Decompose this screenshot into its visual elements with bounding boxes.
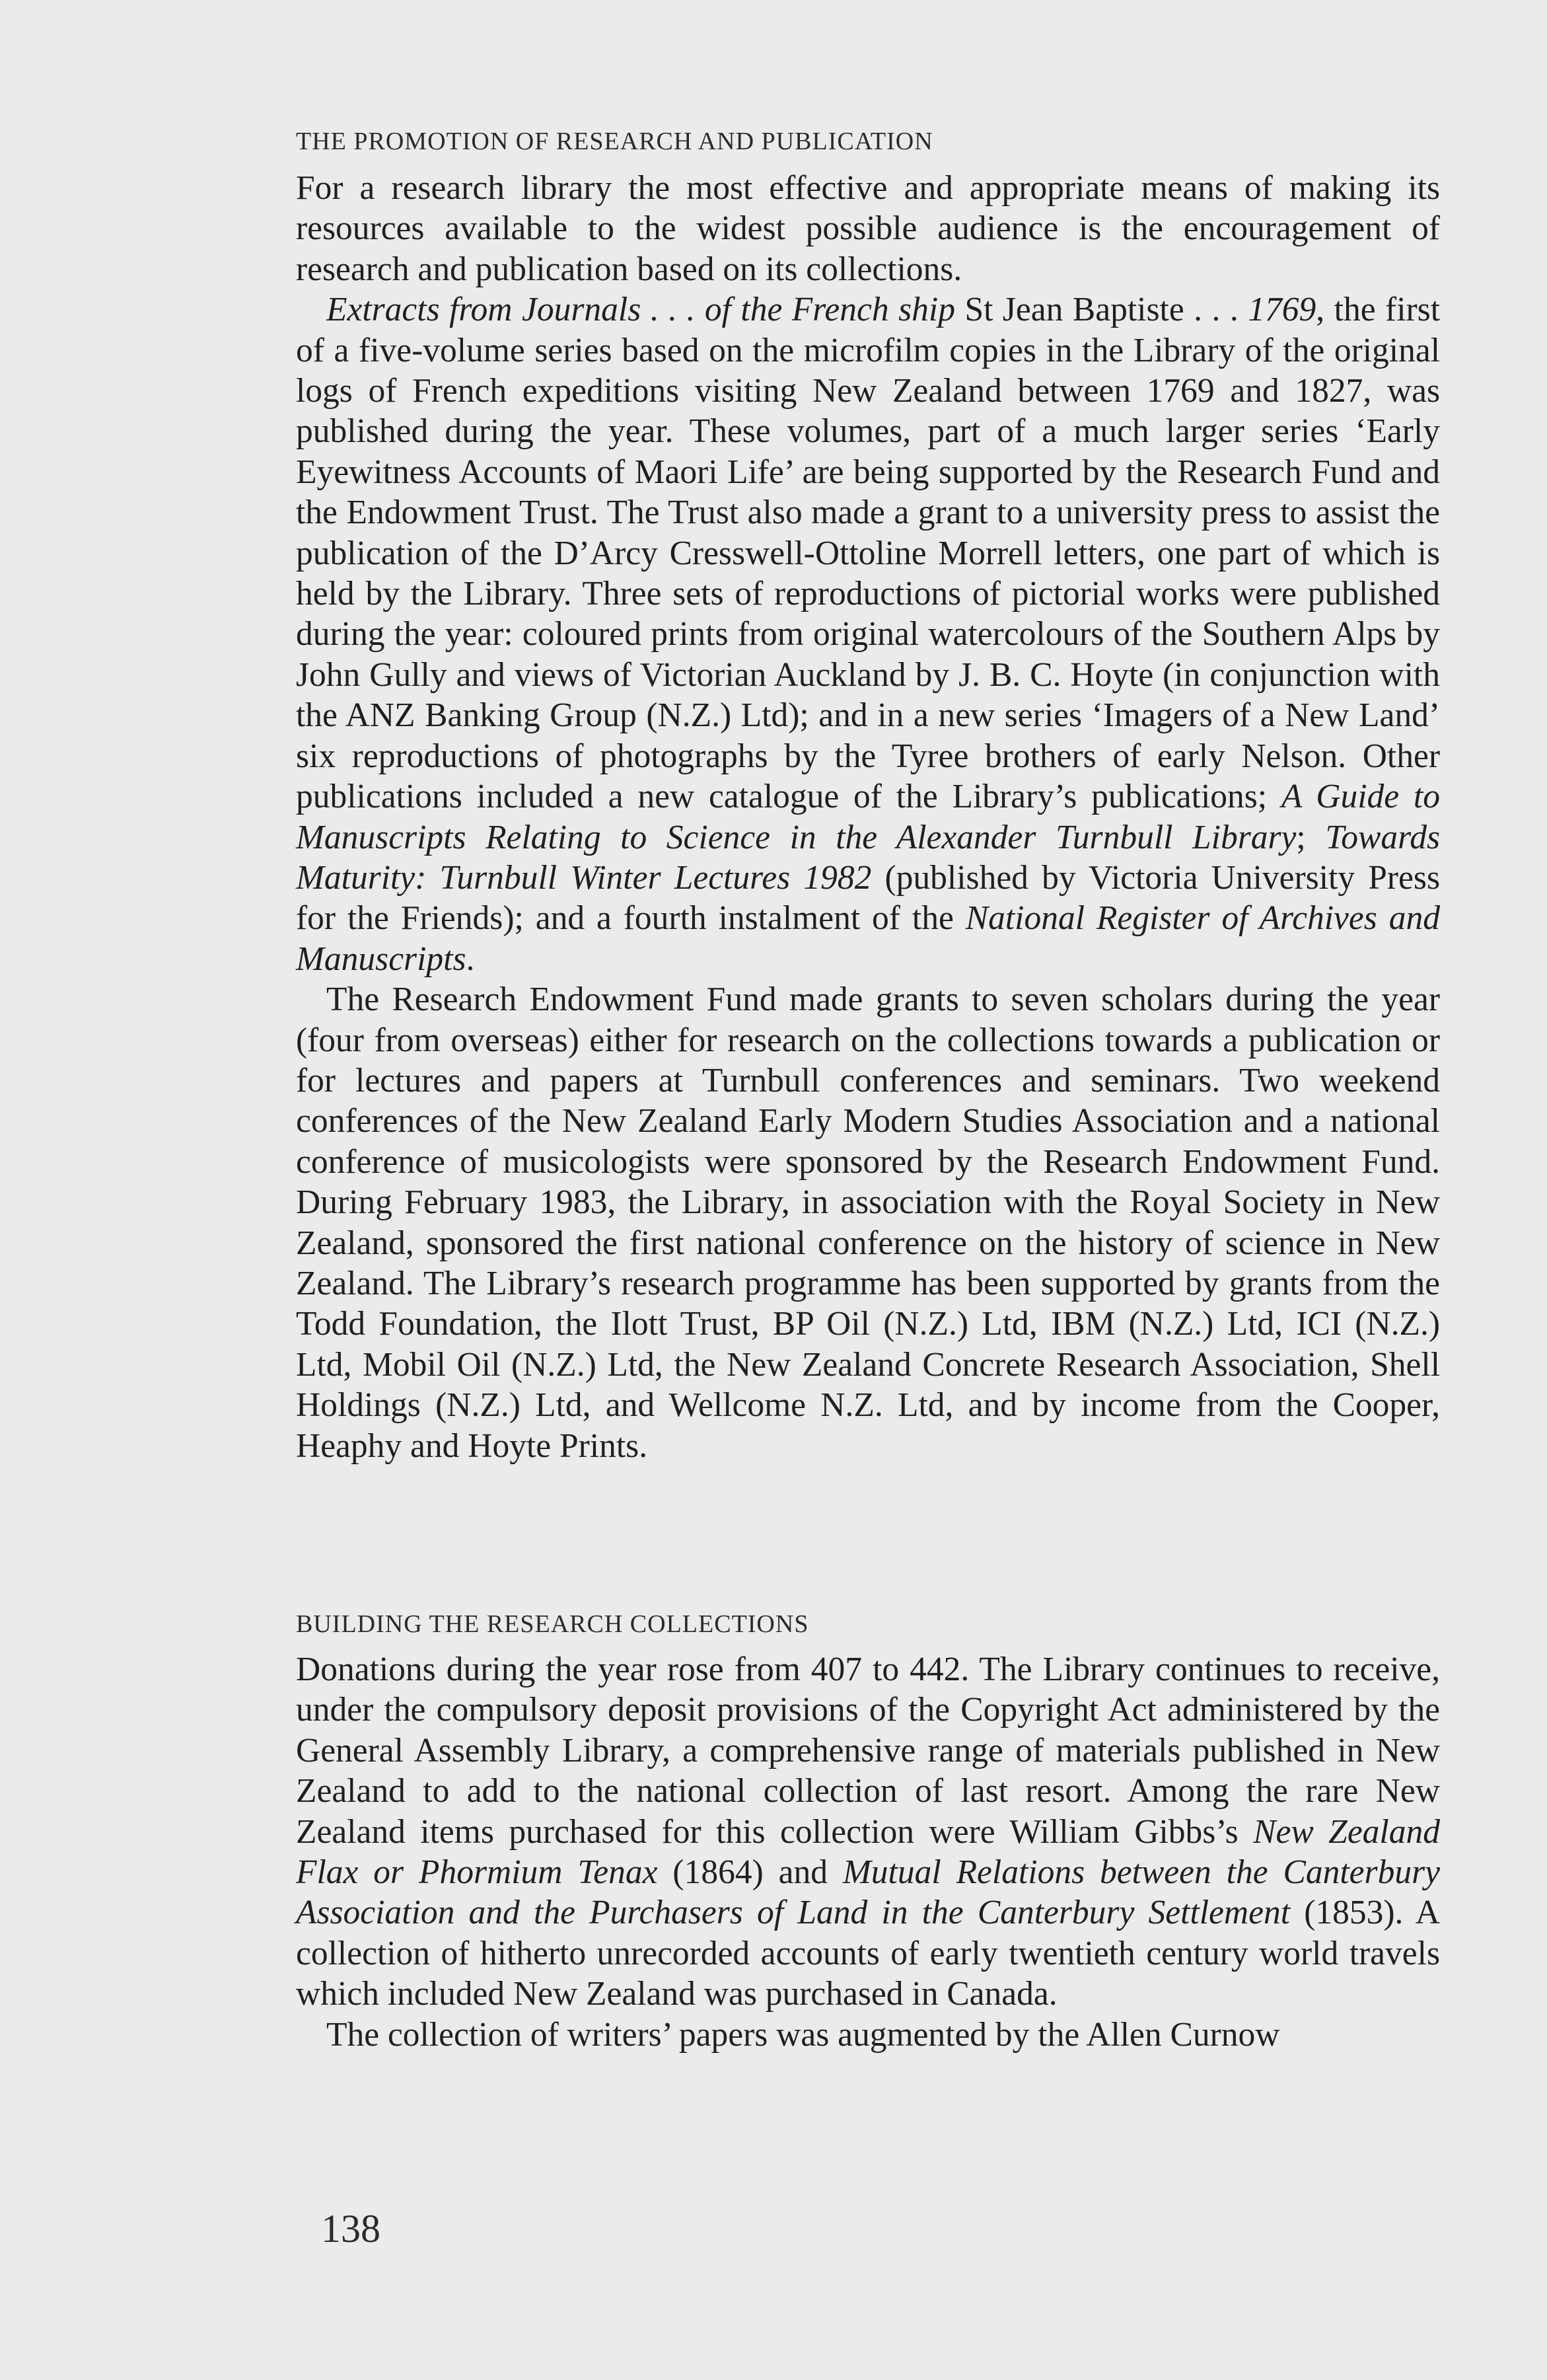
separator-text: ; bbox=[1296, 818, 1326, 856]
donations-text-c: (1853). A collection of hitherto unrecorded accounts of early twentieth century world travels which included New Zealand was purchased in Canada. bbox=[296, 1894, 1440, 2013]
italic-title-extracts: Extracts from Journals . . . of the French ship bbox=[326, 291, 955, 329]
ship-name: St Jean Baptiste . . . bbox=[954, 291, 1248, 329]
paragraph-donations bbox=[296, 1649, 1440, 2015]
donations-text-b: (1864) and bbox=[657, 1853, 843, 1892]
italic-year: 1769 bbox=[1248, 291, 1316, 329]
section-heading-collections: BUILDING THE RESEARCH COLLECTIONS bbox=[296, 1610, 809, 1638]
italic-title-mutual-relations: Mutual Relations between the Canterbury Association and the Purchasers of Land in the Canterbury Settlement bbox=[296, 1853, 1440, 1932]
paragraph-intro: For a research library the most effective and appropriate means of making its resources available to the widest possible audience is the encouragement of research and publication based on its collections. bbox=[296, 169, 1440, 288]
italic-title-guide: A Guide to Manuscripts Relating to Science in the Alexander Turnbull Library bbox=[296, 778, 1440, 856]
italic-title-national-register: National Register of Archives and Manuscripts bbox=[296, 899, 1440, 978]
section-body-collections bbox=[296, 1649, 1440, 2055]
section-body-research bbox=[296, 168, 1440, 1466]
italic-title-flax: New Zealand Flax or Phormium Tenax bbox=[296, 1812, 1440, 1892]
italic-title-towards-maturity: Towards Maturity: Turnbull Winter Lectures 1982 bbox=[296, 818, 1440, 897]
page-number: 138 bbox=[321, 2207, 380, 2250]
paragraph-publications bbox=[296, 289, 1440, 979]
publications-text-b: (published by Victoria University Press for the Friends); and a fourth instalment of the bbox=[296, 858, 1440, 938]
publications-text-end: . bbox=[466, 940, 475, 978]
donations-text-a: Donations during the year rose from 407 to 442. The Library continues to receive, under the compulsory deposit provisions of the Copyright Act administered by the General Assembly Library, a comprehensive range of materials published in New Zealand to add to the national collection of last resort. Among the rare New Zealand items purchased for this collection were William Gibbs’s bbox=[296, 1651, 1440, 1851]
section-heading-research: THE PROMOTION OF RESEARCH AND PUBLICATION bbox=[296, 128, 933, 155]
publications-text-a: , the first of a five-volume series based on the microfilm copies in the Library of the original logs of French expeditions visiting New Zealand between 1769 and 1827, was published during the year. These volumes, part of a much larger series ‘Early Eyewitness Accounts of Maori Life’ are being supported by the Research Fund and the Endowment Trust. The Trust also made a grant to a university press to assist the publication of the D’Arcy Cresswell-Ottoline Morrell letters, one part of which is held by the Library. Three sets of reproductions of pictorial works were published during the year: coloured prints from original watercolours of the Southern Alps by John Gully and views of Victorian Auckland by J. B. C. Hoyte (in conjunction with the ANZ Banking Group (N.Z.) Ltd); and in a new series ‘Imagers of a New Land’ six reproductions of photographs by the Tyree brothers of early Nelson. Other publications included a new catalogue of the Library’s publications; bbox=[296, 291, 1440, 816]
paragraph-endowment-fund: The Research Endowment Fund made grants to seven scholars during the year (four from overseas) either for research on the collections towards a publication or for lectures and papers at Turnbull conferences and seminars. Two weekend conferences of the New Zealand Early Modern Studies Association and a national conference of musicologists were sponsored by the Research Endowment Fund. During February 1983, the Library, in association with the Royal Society in New Zealand, sponsored the first national conference on the history of science in New Zealand. The Library’s research programme has been supported by grants from the Todd Foundation, the Ilott Trust, BP Oil (N.Z.) Ltd, IBM (N.Z.) Ltd, ICI (N.Z.) Ltd, Mobil Oil (N.Z.) Ltd, the New Zealand Concrete Research Association, Shell Holdings (N.Z.) Ltd, and Wellcome N.Z. Ltd, and by income from the Cooper, Heaphy and Hoyte Prints. bbox=[296, 981, 1440, 1465]
paragraph-writers-papers: The collection of writers’ papers was augmented by the Allen Curnow bbox=[326, 2015, 1280, 2054]
